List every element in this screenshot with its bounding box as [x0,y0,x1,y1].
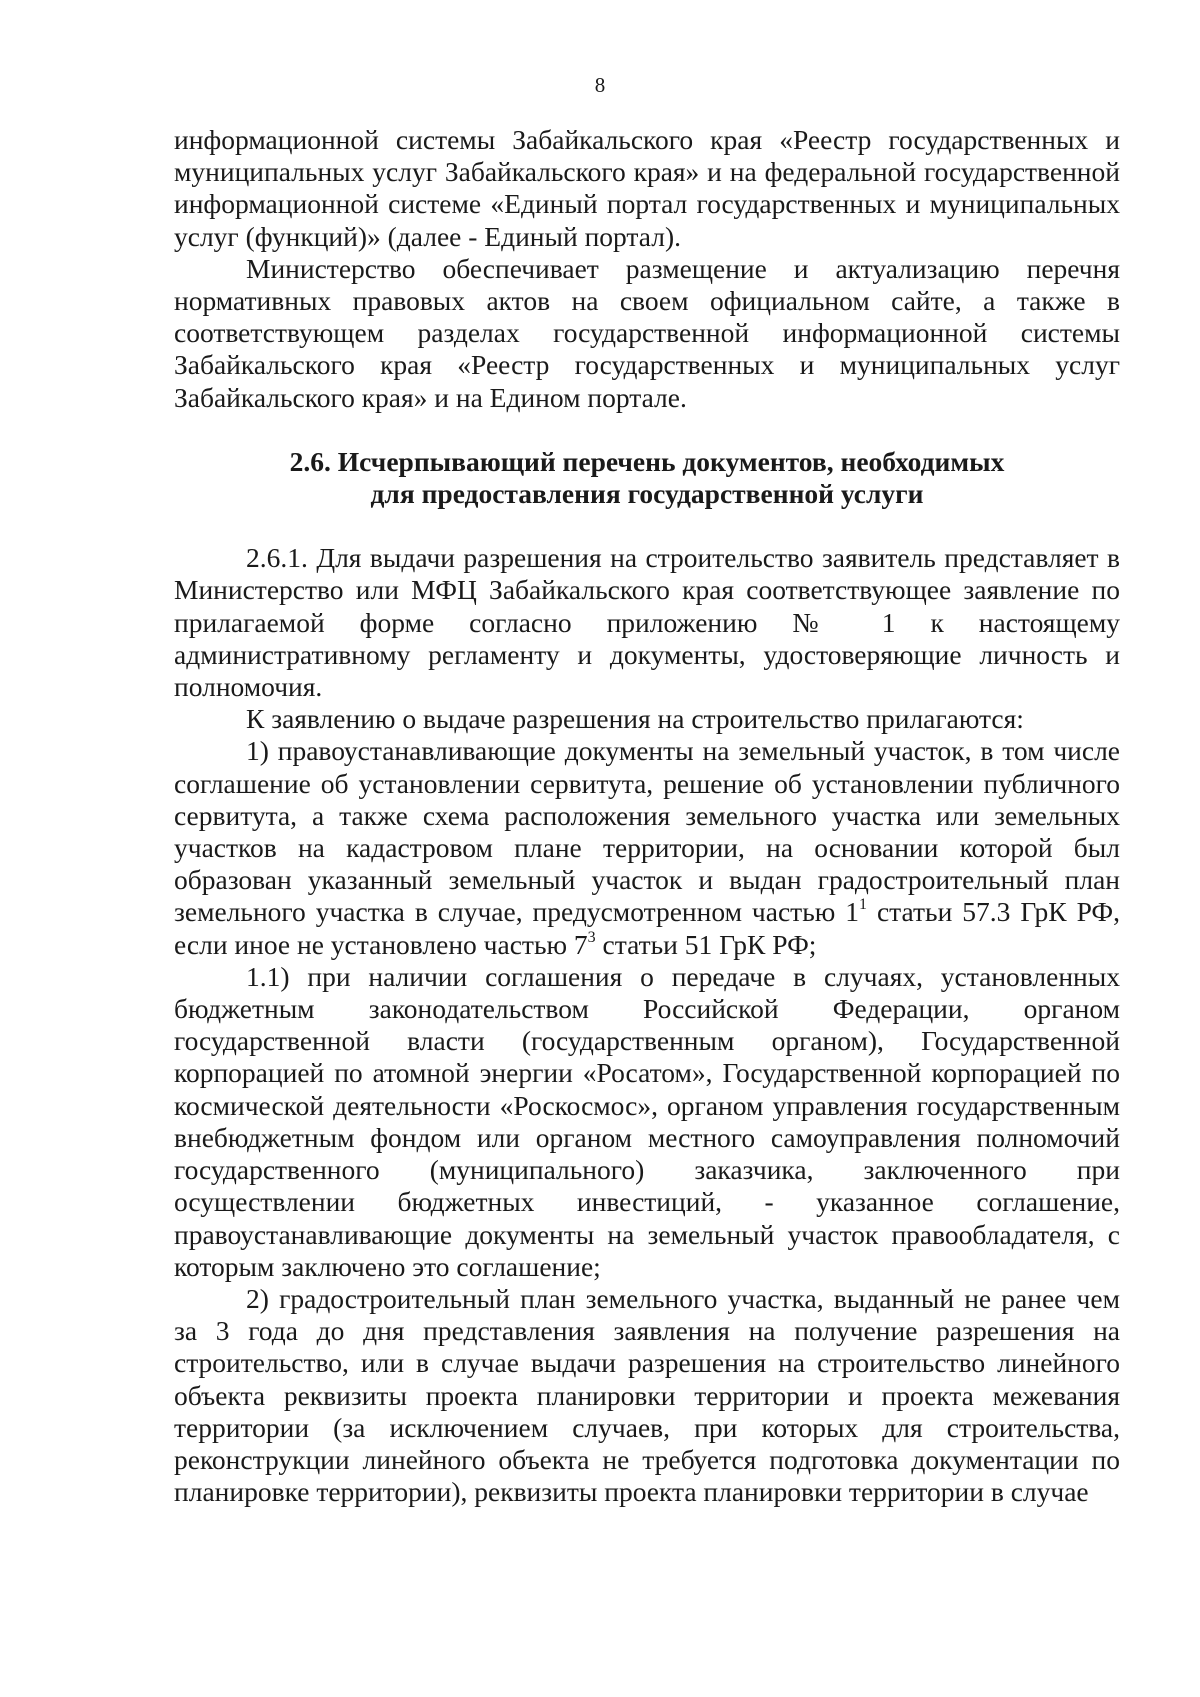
list-item-2: 2) градостроительный план земельного участка, выданный не ранее чем за 3 года до дня представления заявления на получение разрешения на строительство, или в случае выдачи разрешения на строительство линейного объекта реквизиты проекта планировки территории и проекта межевания территории (за исключением случаев, при которых для строительства, реконструкции линейного объекта не требуется подготовка документации по планировке территории), реквизиты проекта планировки территории в случае [174,1282,1120,1508]
paragraph-portal: информационной системы Забайкальского края «Реестр государственных и муниципальных услуг Забайкальского края» и на федеральной государственной информационной системе «Единый портал государственных и муниципальных услуг (функций)» (далее - Единый портал). [174,124,1120,252]
page-number: 8 [594,73,606,97]
list-item-1-superscript-b: 3 [587,928,596,946]
list-item-1-text-a: 1) правоустанавливающие документы на земельный участок, в том числе соглашение об установлении сервитута, решение об установлении публичного сервитута, а также схема расположения земельного участка или земельных участков на кадастровом плане территории, на основании которой был образован указанный земельный участок и выдан градостроительный план земельного участка в случае, предусмотренном частью 1 [174,735,1120,928]
paragraph-attachments-intro: К заявлению о выдаче разрешения на строительство прилагаются: [246,703,1024,735]
list-item-1-superscript-a: 1 [859,896,867,914]
list-item-1-1: 1.1) при наличии соглашения о передаче в случаях, установленных бюджетным законодательством Российской Федерации, органом государственной власти (государственным органом), Государственной корпорацией по атомной энергии «Росатом», Государственной корпорацией по космической деятельности «Роскосмос», органом управления государственным внебюджетным фондом или органом местного самоуправления полномочий государственного (муниципального) заказчика, заключенного при осуществлении бюджетных инвестиций, - указанное соглашение, правоустанавливающие документы на земельный участок правообладателя, с которым заключено это соглашение; [174,960,1120,1282]
list-item-1-text-c: статьи 51 ГрК РФ; [595,928,817,960]
list-item-1 [174,735,1120,960]
paragraph-ministry: Министерство обеспечивает размещение и актуализацию перечня нормативных правовых актов на своем официальном сайте, а также в соответствующем разделах государственной информационной системы Забайкальского края «Реестр государственных и муниципальных услуг Забайкальского края» и на Едином портале. [174,252,1120,413]
section-heading-line-2: для предоставления государственной услуги [370,478,924,510]
paragraph-2-6-1: 2.6.1. Для выдачи разрешения на строительство заявитель представляет в Министерство или МФЦ Забайкальского края соответствующее заявление по прилагаемой форме согласно приложению № 1 к настоящему административному регламенту и документы, удостоверяющие личность и полномочия. [174,542,1120,703]
section-heading [174,446,1120,510]
document-body [174,124,1120,1508]
section-heading-line-1: 2.6. Исчерпывающий перечень документов, необходимых [289,445,1005,477]
list-item-1-text-b: статьи 57.3 ГрК РФ, если иное не установлено частью 7 [174,896,1120,960]
